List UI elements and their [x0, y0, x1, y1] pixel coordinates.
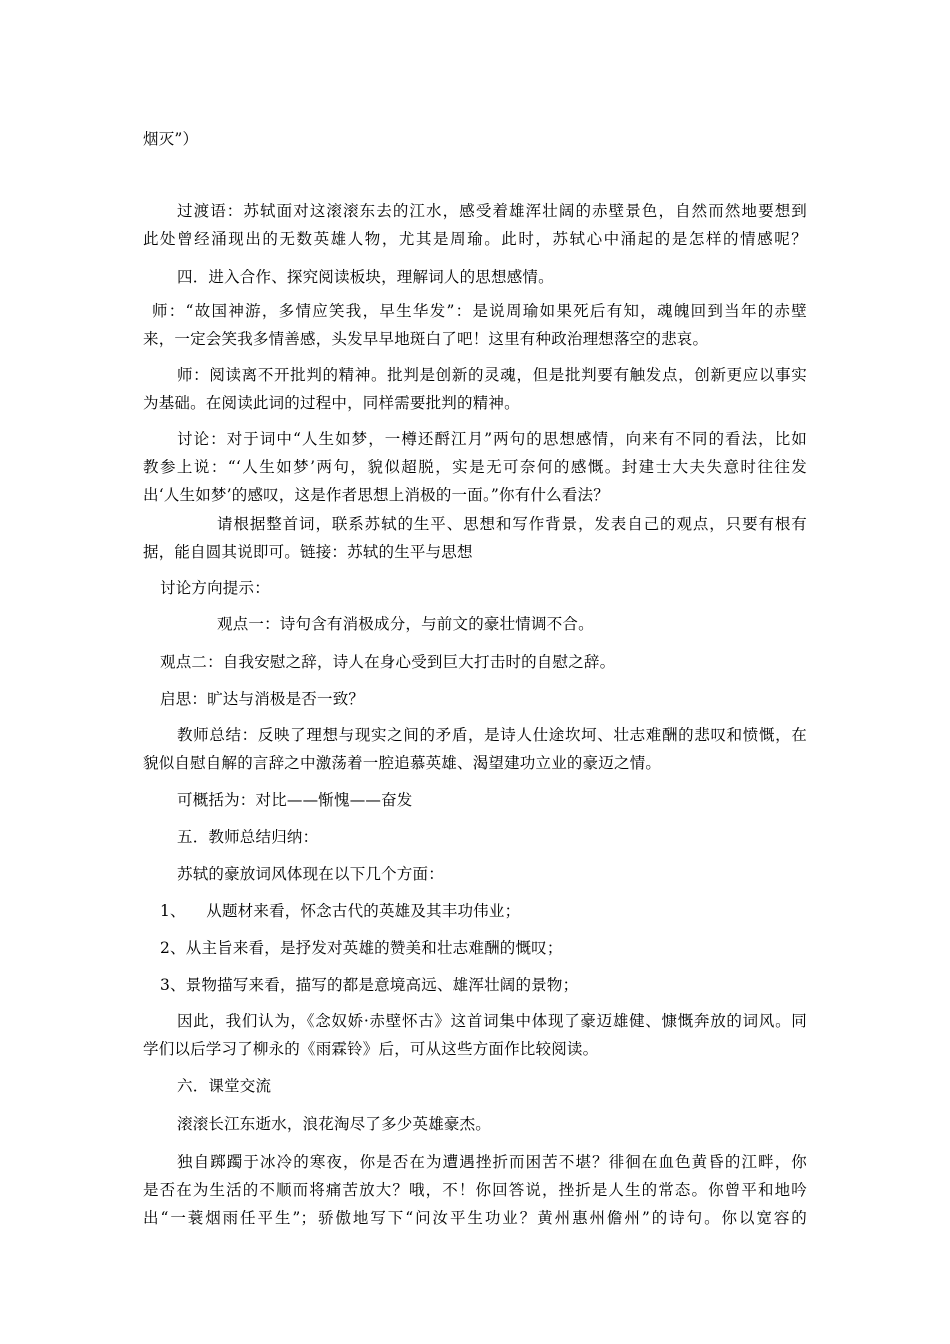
text-line: 师：“故国神游，多情应笑我，早生华发”：是说周瑜如果死后有知，魂魄回到当年的赤壁 [152, 302, 807, 320]
text-line: 讨论：对于词中“人生如梦，一樽还酹江月”两句的思想感情，向来有不同的看法，比如 [177, 430, 807, 448]
section-heading: 四．进入合作、探究阅读板块，理解词人的思想感情。 [177, 268, 554, 286]
text-line: 出‘人生如梦’的感叹，这是作者思想上消极的一面。”你有什么看法？ [143, 486, 609, 504]
text-line: 教参上说：“‘人生如梦’两句，貌似超脱，实是无可奈何的感慨。封建士大夫失意时往往发 [143, 458, 807, 476]
text-line: 苏轼的豪放词风体现在以下几个方面： [177, 865, 444, 883]
text-line: 此处曾经涌现出的无数英雄人物，尤其是周瑜。此时，苏轼心中涌起的是怎样的情感呢？ [143, 230, 807, 248]
text-line: 来，一定会笑我多情善感，头发早早地斑白了吧！这里有种政治理想落空的悲哀。 [143, 330, 709, 348]
text-line: 出“一蓑烟雨任平生”；骄傲地写下“问汝平生功业？黄州惠州儋州”的诗句。你以宽容的 [143, 1209, 807, 1227]
text-line: 貌似自慰自解的言辞之中激荡着一腔追慕英雄、渴望建功立业的豪迈之情。 [143, 754, 662, 772]
text-line: 师：阅读离不开批判的精神。批判是创新的灵魂，但是批判要有触发点，创新更应以事实 [177, 366, 807, 384]
text-line: 观点二：自我安慰之辞，诗人在身心受到巨大打击时的自慰之辞。 [160, 653, 616, 671]
section-heading: 五．教师总结归纳： [177, 828, 319, 846]
text-line: 观点一：诗句含有消极成分，与前文的豪壮情调不合。 [217, 615, 594, 633]
text-line: 因此，我们认为，《念奴娇·赤壁怀古》这首词集中体现了豪迈雄健、慷慨奔放的词风。同 [177, 1012, 807, 1030]
text-line: 烟灭”） [143, 130, 199, 148]
text-line: 过渡语：苏轼面对这滚滚东去的江水，感受着雄浑壮阔的赤壁景色，自然而然地要想到 [177, 202, 807, 220]
text-line: 独自踯躅于冰冷的寒夜，你是否在为遭遇挫折而困苦不堪？徘徊在血色黄昏的江畔，你 [177, 1153, 807, 1171]
list-item: 1、 从题材来看，怀念古代的英雄及其丰功伟业； [160, 902, 521, 920]
text-line: 启思：旷达与消极是否一致？ [160, 690, 365, 708]
list-item: 3、景物描写来看，描写的都是意境高远、雄浑壮阔的景物； [160, 976, 579, 994]
text-line: 为基础。在阅读此词的过程中，同样需要批判的精神。 [143, 394, 520, 412]
text-line: 滚滚长江东逝水，浪花淘尽了多少英雄豪杰。 [177, 1115, 492, 1133]
list-item: 2、从主旨来看，是抒发对英雄的赞美和壮志难酬的慨叹； [160, 939, 563, 957]
section-heading: 六．课堂交流 [177, 1077, 272, 1095]
text-line: 可概括为：对比——惭愧——奋发 [177, 791, 413, 809]
text-line: 讨论方向提示： [160, 579, 270, 597]
text-line: 学们以后学习了柳永的《雨霖铃》后，可从这些方面作比较阅读。 [143, 1040, 599, 1058]
text-line: 是否在为生活的不顺而将痛苦放大？哦，不！你回答说，挫折是人生的常态。你曾平和地吟 [143, 1181, 807, 1199]
text-line: 请根据整首词，联系苏轼的生平、思想和写作背景，发表自己的观点，只要有根有 [217, 515, 807, 533]
text-line: 据，能自圆其说即可。链接：苏轼的生平与思想 [143, 543, 473, 561]
text-line: 教师总结：反映了理想与现实之间的矛盾，是诗人仕途坎坷、壮志难酬的悲叹和愤慨，在 [177, 726, 807, 744]
